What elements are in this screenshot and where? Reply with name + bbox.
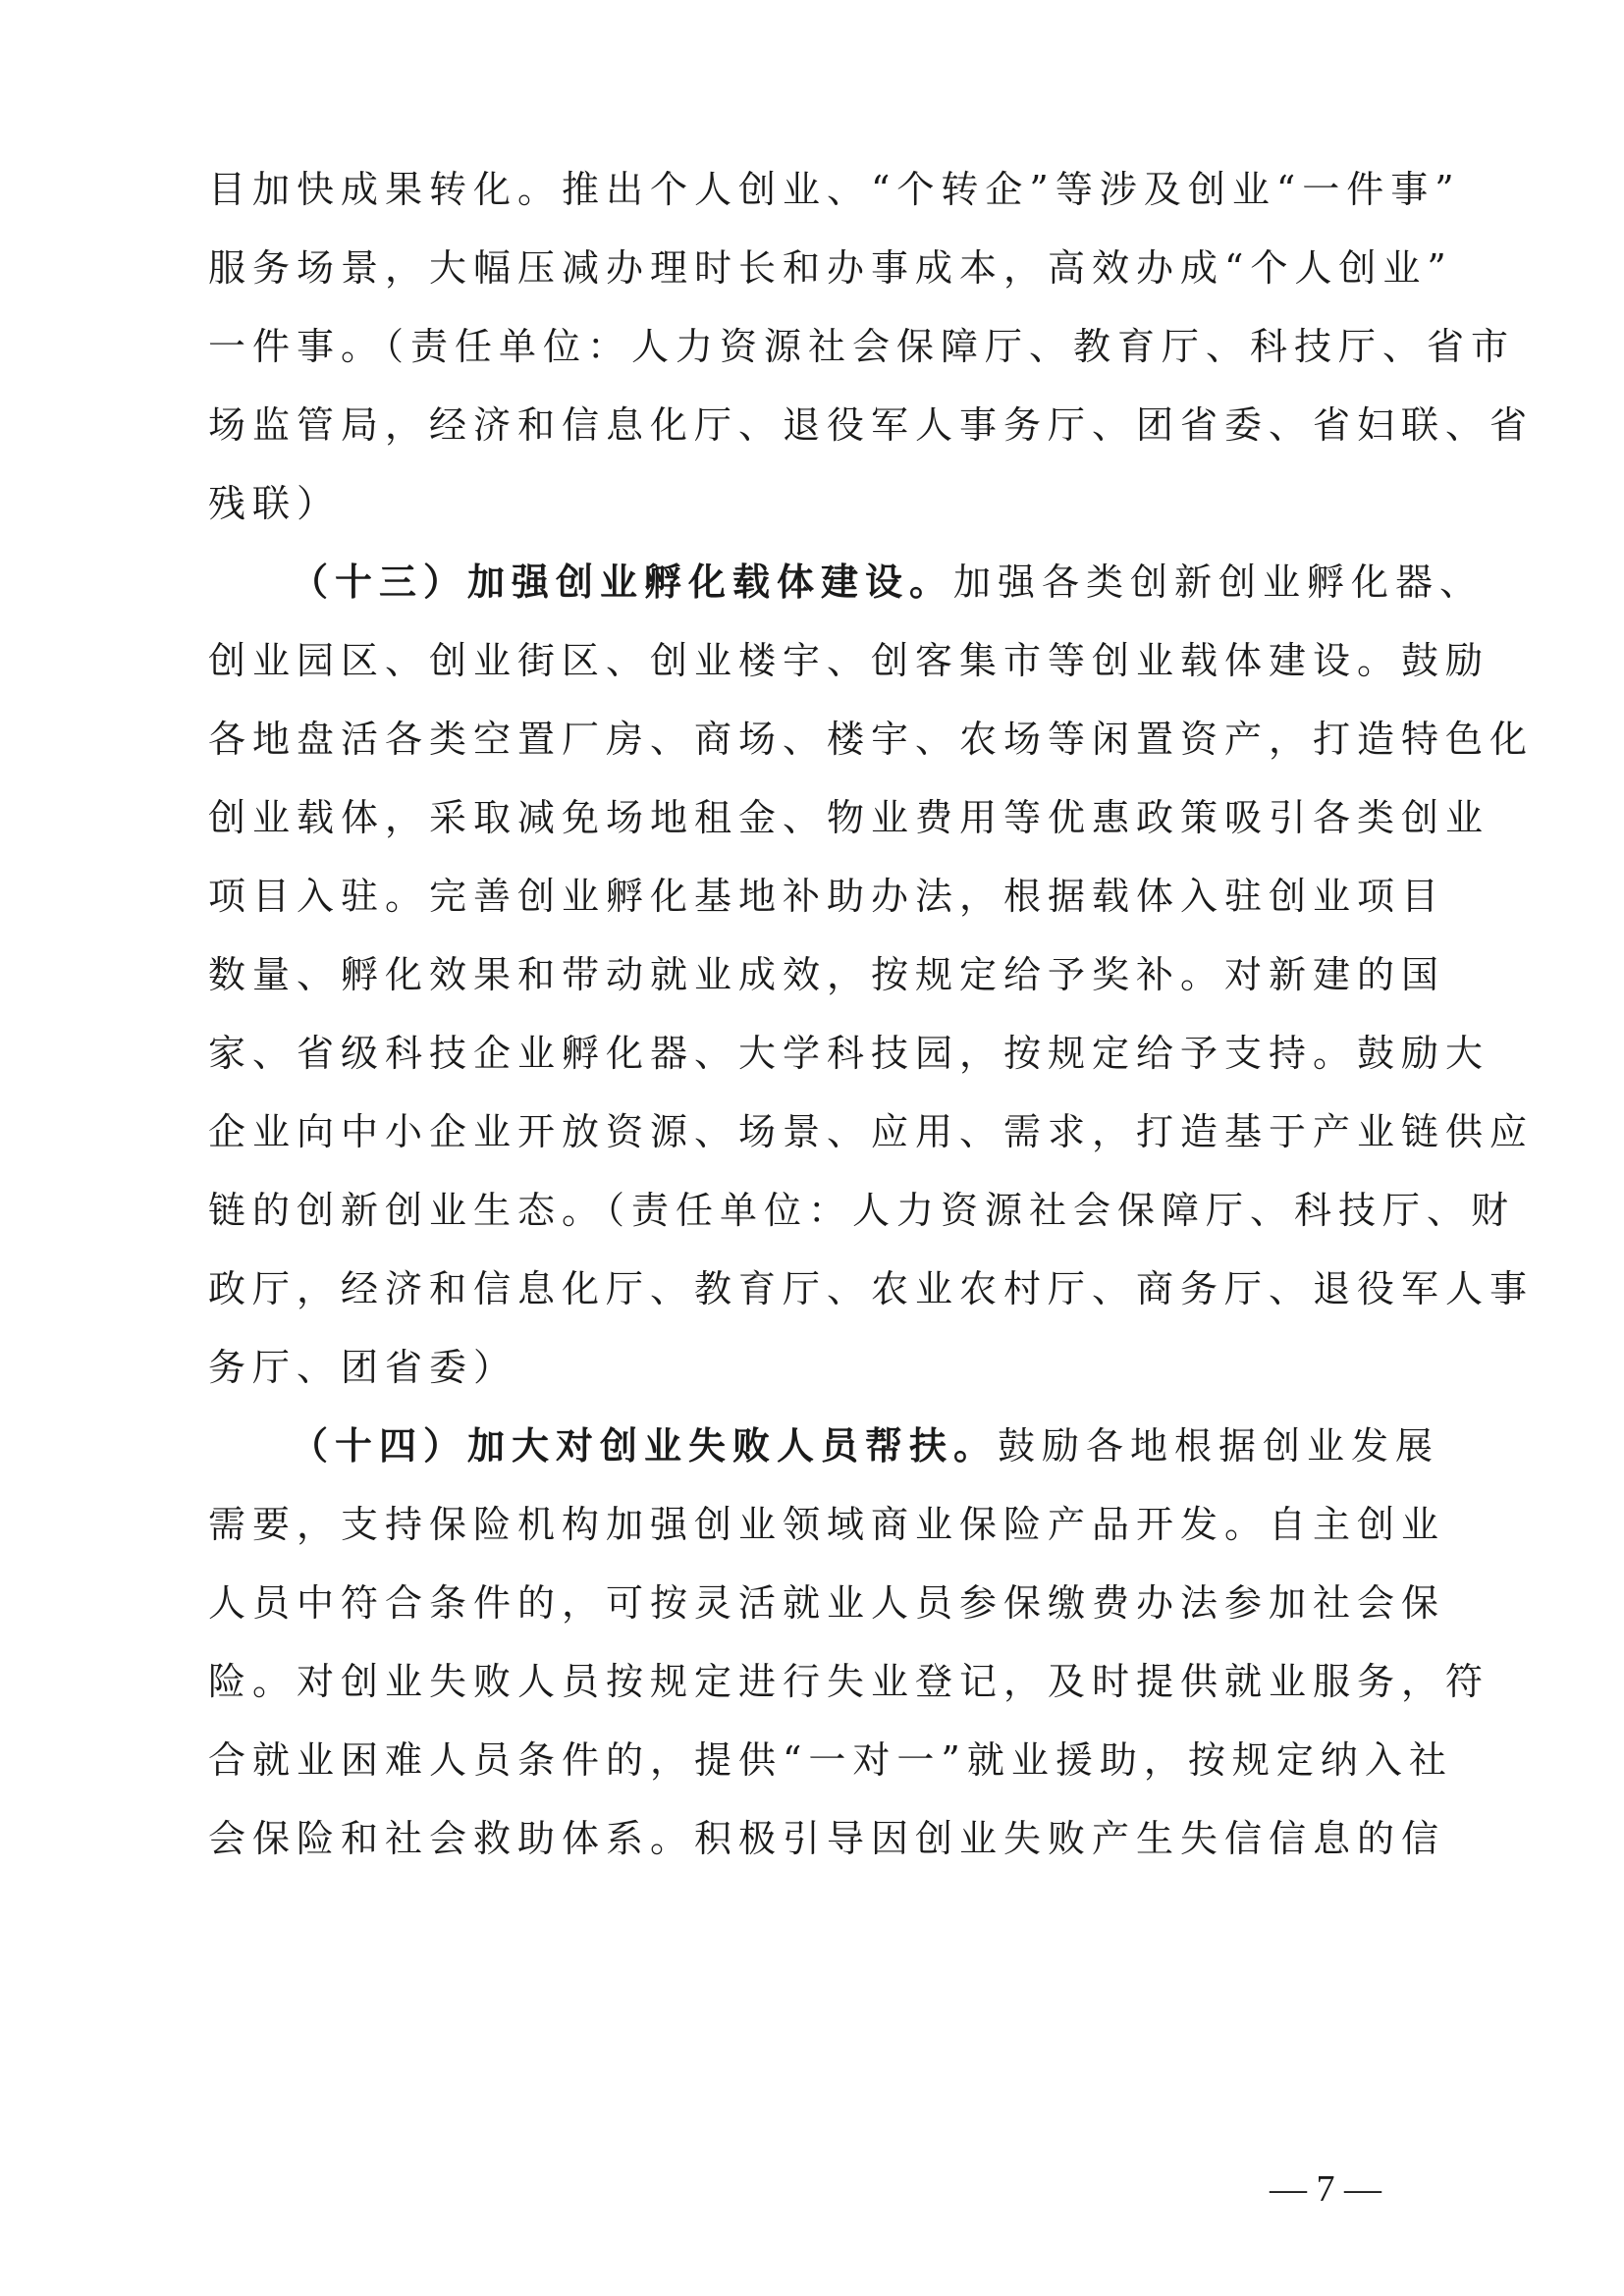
text-line: 险。对创业失败人员按规定进行失业登记，及时提供就业服务，符 (208, 1660, 1490, 1703)
text-line: 人员中符合条件的，可按灵活就业人员参保缴费办法参加社会保 (208, 1581, 1446, 1625)
text-line: 需要，支持保险机构加强创业领域商业保险产品开发。自主创业 (208, 1503, 1446, 1546)
text-line: 合就业困难人员条件的，提供“一对一”就业援助，按规定纳入社 (208, 1738, 1453, 1782)
text-line: 务厅、团省委） (208, 1346, 518, 1389)
text-line: 场监管局，经济和信息化厅、退役军人事务厅、团省委、省妇联、省 (208, 403, 1535, 447)
text-line: 会保险和社会救助体系。积极引导因创业失败产生失信信息的信 (208, 1817, 1446, 1860)
text-line: 创业园区、创业街区、创业楼宇、创客集市等创业载体建设。鼓励 (208, 639, 1490, 682)
text-line: 服务场景，大幅压减办理时长和办事成本，高效办成“个人创业” (208, 246, 1453, 290)
section-heading-14: （十四）加大对创业失败人员帮扶。 (291, 1423, 999, 1468)
text-line: 残联） (208, 482, 342, 525)
paragraph-13-first-line (291, 553, 1485, 612)
text-line: 各地盘活各类空置厂房、商场、楼宇、农场等闲置资产，打造特色化 (208, 718, 1535, 761)
text-line: 一件事。（责任单位：人力资源社会保障厅、教育厅、科技厅、省市 (208, 325, 1516, 368)
text-line: 项目入驻。完善创业孵化基地补助办法，根据载体入驻创业项目 (208, 875, 1446, 918)
text-line: 加强各类创新创业孵化器、 (953, 561, 1485, 604)
text-line: 创业载体，采取减免场地租金、物业费用等优惠政策吸引各类创业 (208, 796, 1490, 839)
text-line: 企业向中小企业开放资源、场景、应用、需求，打造基于产业链供应 (208, 1110, 1535, 1153)
text-line: 政厅，经济和信息化厅、教育厅、农业农村厅、商务厅、退役军人事 (208, 1267, 1535, 1310)
text-line: 数量、孵化效果和带动就业成效，按规定给予奖补。对新建的国 (208, 953, 1446, 996)
text-line: 鼓励各地根据创业发展 (998, 1424, 1440, 1468)
text-line: 目加快成果转化。推出个人创业、“个转企”等涉及创业“一件事” (208, 168, 1461, 211)
text-line: 家、省级科技企业孵化器、大学科技园，按规定给予支持。鼓励大 (208, 1032, 1490, 1075)
page-number: — 7 — (1270, 2168, 1381, 2210)
section-heading-13: （十三）加强创业孵化载体建设。 (291, 560, 954, 604)
text-line: 链的创新创业生态。（责任单位：人力资源社会保障厅、科技厅、财 (208, 1189, 1516, 1232)
paragraph-14-first-line (291, 1416, 1440, 1475)
